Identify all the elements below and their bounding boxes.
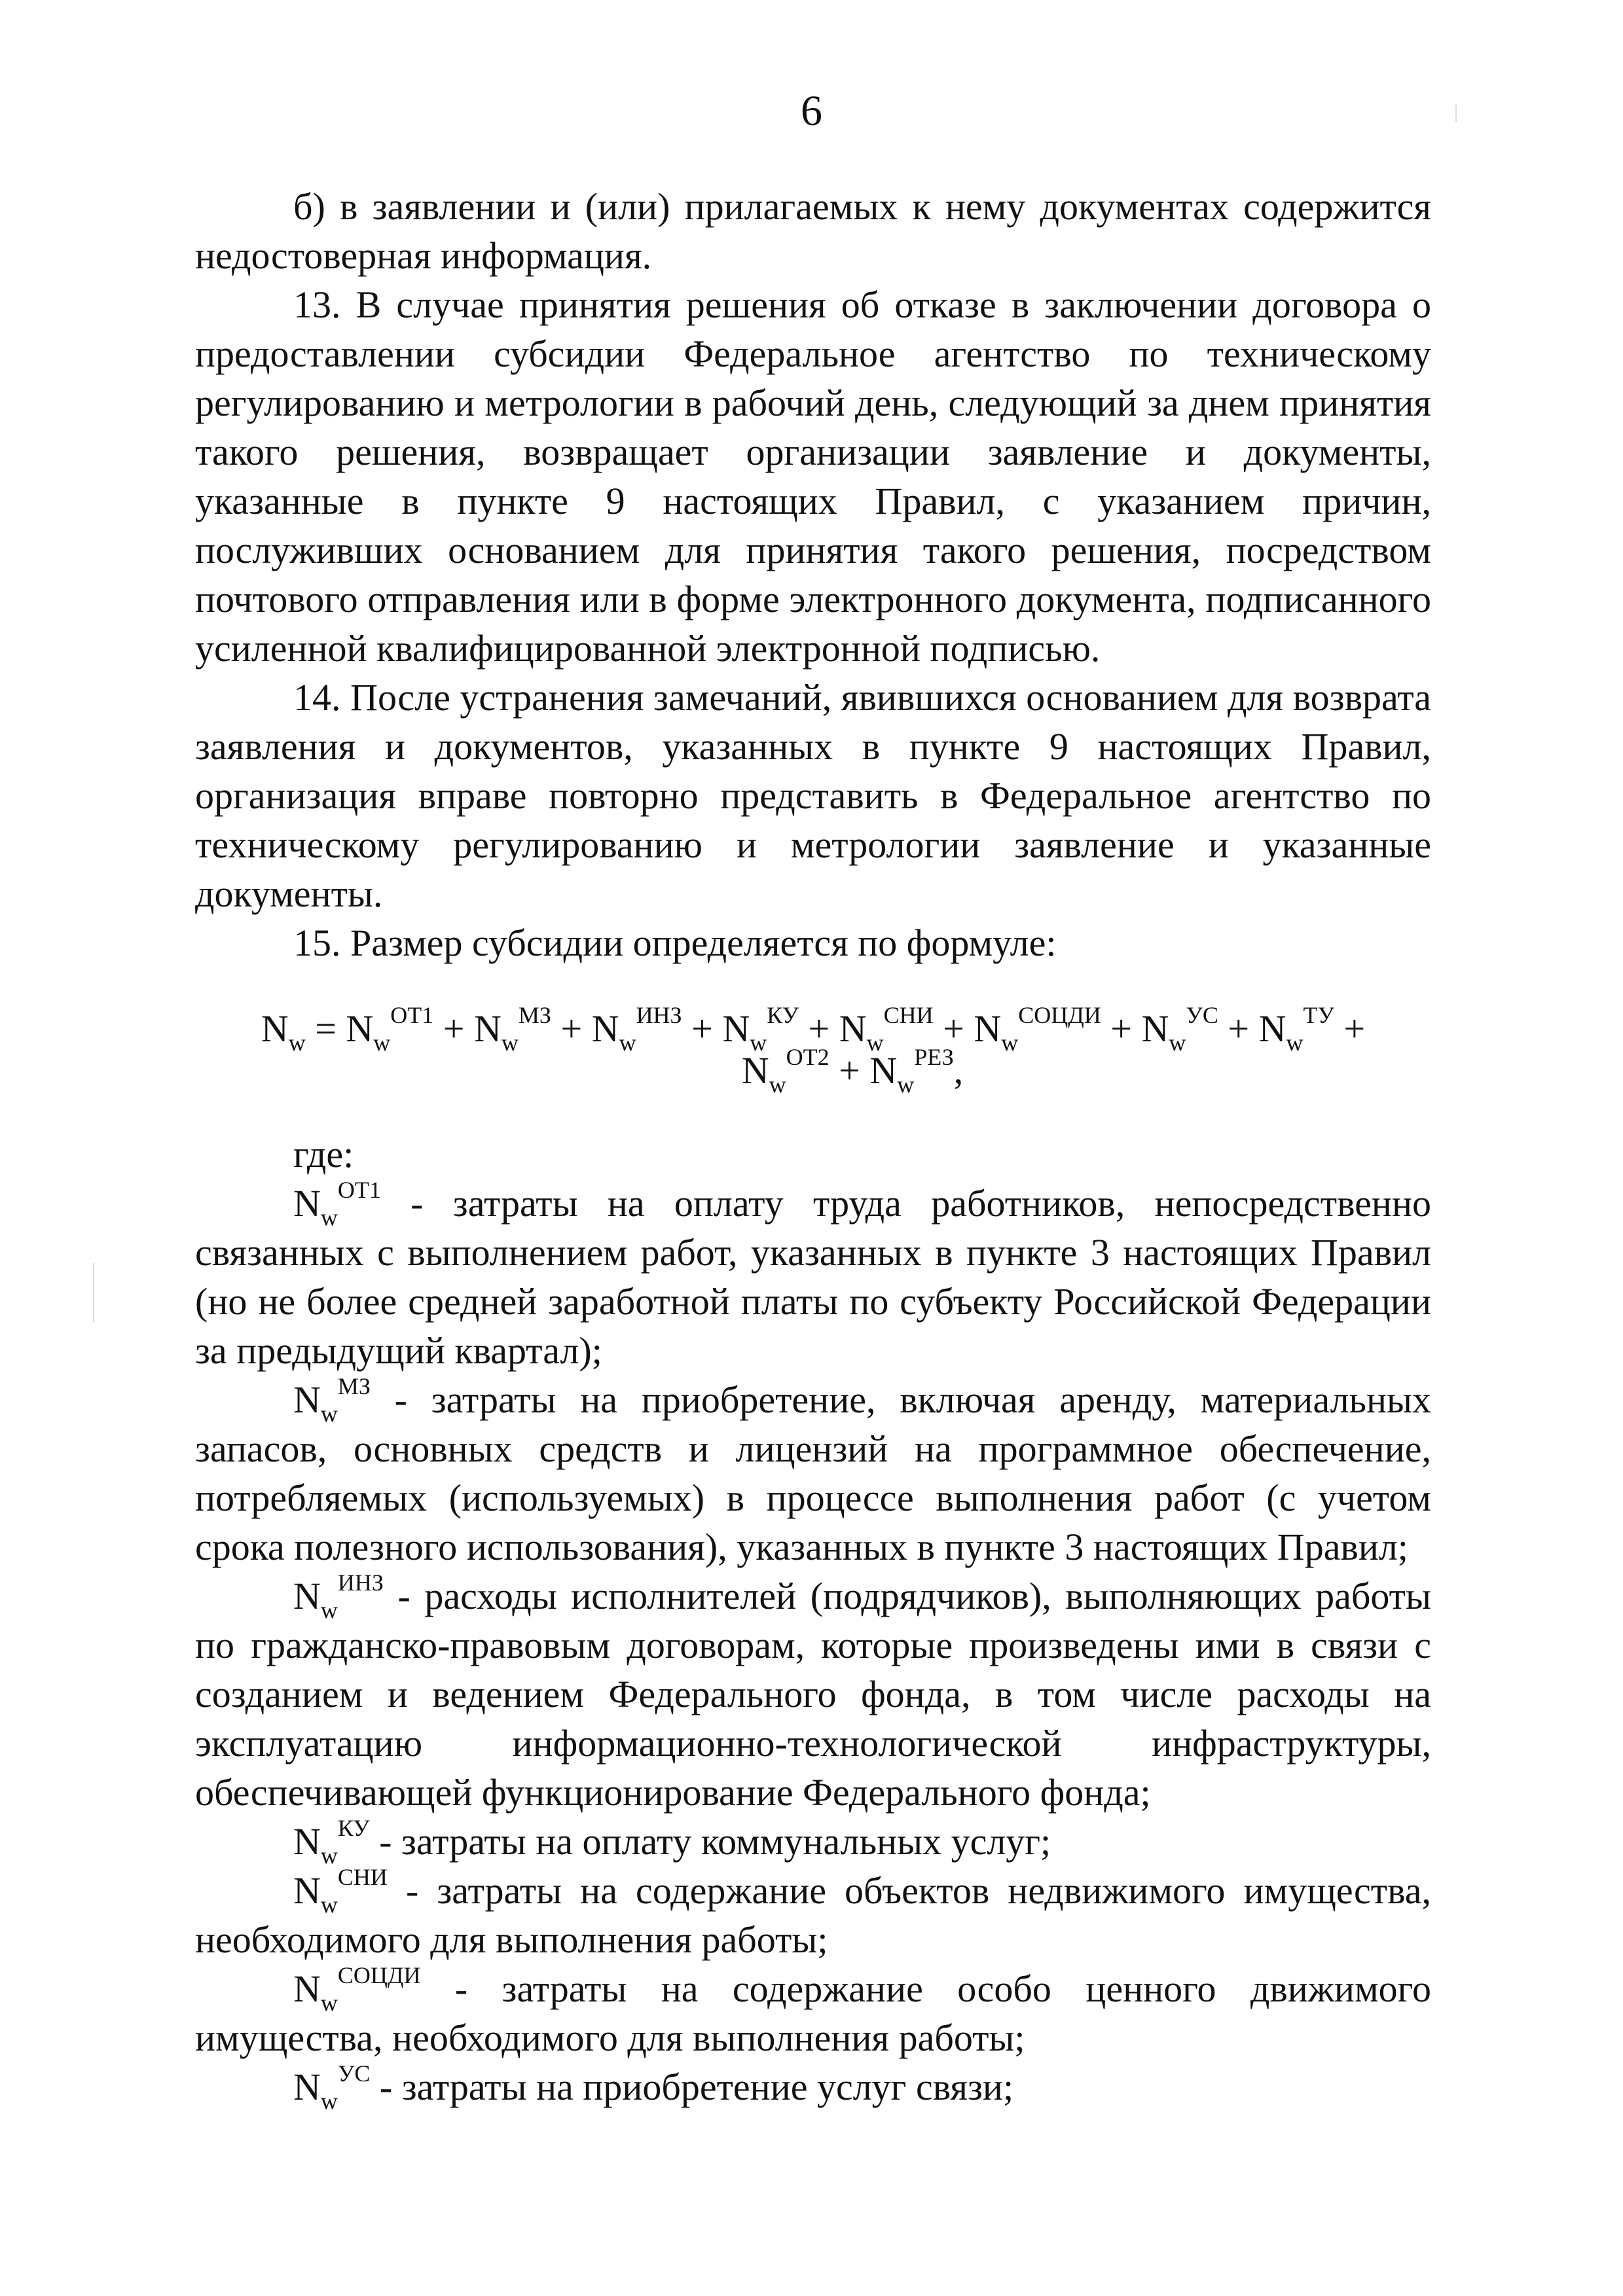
definition-symbol: $N_w^{СНИ}$	[293, 1864, 388, 1918]
definition-symbol: $N_w^{УС}$	[293, 2060, 371, 2114]
subsidy-formula	[195, 1002, 1431, 1098]
formula-plus: +	[808, 1007, 830, 1050]
formula-plus: +	[443, 1007, 465, 1050]
definition-item	[195, 1179, 1431, 1375]
formula-plus: +	[943, 1007, 964, 1050]
formula-term-line1-6: $N_w^{УС}$	[1141, 1002, 1218, 1056]
paragraph-14: 14. После устранения замечаний, явившихся основанием для возврата заявления и документов, указанных в пункте 9 настоящих Правил, организация вправе повторно представить в Федеральное агентство по техническому регулированию и метрологии заявление и указанные документы.	[195, 676, 1431, 915]
definition-symbol: $N_w^{ОТ1}$	[293, 1177, 381, 1230]
definition-item	[195, 1571, 1431, 1817]
formula-lhs: $N_w$	[261, 1007, 306, 1056]
formula-term-line1-7: $N_w^{ТУ}$	[1258, 1002, 1334, 1056]
formula-term-line2-0: $N_w^{ОТ2}$	[741, 1044, 830, 1098]
definition-item	[195, 1964, 1431, 2062]
formula-term-line1-5: $N_w^{СОЦДИ}$	[974, 1002, 1101, 1056]
formula-plus: +	[691, 1007, 713, 1050]
document-body	[195, 182, 1431, 2114]
definition-text: - расходы исполнителей (подрядчиков), выполняющих работы по гражданско-правовым договорам, которые произведены ими в связи с созданием и ведением Федерального фонда, в том числе расходы на эксплуатацию информационно-технологической инфраструктуры, обеспечивающей функционирование Федерального фонда;	[195, 1575, 1431, 1814]
formula-plus: +	[1228, 1007, 1250, 1050]
definition-symbol: $N_w^{СОЦДИ}$	[293, 1962, 421, 2016]
formula-plus-trailing: +	[1343, 1007, 1366, 1050]
paragraph-b: б) в заявлении и (или) прилагаемых к нему документах содержится недостоверная информация.	[195, 185, 1431, 277]
formula-end: ,	[953, 1049, 964, 1092]
definition-text: - затраты на оплату коммунальных услуг;	[369, 1820, 1051, 1863]
definition-item	[195, 1815, 1431, 1869]
formula-plus: +	[1110, 1007, 1132, 1050]
definition-item	[195, 1375, 1431, 1571]
definition-symbol: $N_w^{МЗ}$	[293, 1373, 371, 1427]
paragraph-13: 13. В случае принятия решения об отказе в заключении договора о предоставлении субсидии Федеральное агентство по техническому регулированию и метрологии в рабочий день, следующий за днем принятия такого решения, возвращает организации заявление и документы, указанные в пункте 9 настоящих Правил, с указанием причин, послуживших основанием для принятия такого решения, посредством почтового отправления или в форме электронного документа, подписанного усиленной квалифицированной электронной подписью.	[195, 283, 1431, 670]
where-label: где:	[293, 1133, 354, 1175]
paragraph-15: 15. Размер субсидии определяется по формуле:	[293, 922, 1057, 964]
definition-symbol: $N_w^{КУ}$	[293, 1815, 370, 1869]
definitions-list	[195, 1177, 1431, 2114]
scan-artifact-left	[93, 1263, 94, 1322]
definition-text: - затраты на содержание объектов недвижимого имущества, необходимого для выполнения работы;	[195, 1869, 1431, 1961]
formula-plus: +	[560, 1007, 583, 1050]
page-number: 6	[801, 87, 822, 135]
formula-term-line1-2: $N_w^{ИНЗ}$	[591, 1002, 682, 1056]
formula-term-line1-1: $N_w^{МЗ}$	[474, 1002, 551, 1056]
definition-text: - затраты на приобретение услуг связи;	[370, 2066, 1014, 2108]
definition-item	[195, 1866, 1431, 1964]
formula-plus: +	[839, 1049, 860, 1092]
definition-text: - затраты на оплату труда работников, непосредственно связанных с выполнением работ, указанных в пункте 3 настоящих Правил (но не более средней заработной платы по субъекту Российской Федерации за предыдущий квартал);	[195, 1182, 1431, 1372]
formula-term-line2-1: $N_w^{РЕЗ}$	[869, 1044, 954, 1098]
formula-term-line1-4: $N_w^{СНИ}$	[839, 1002, 934, 1056]
formula-term-line1-0: $N_w^{ОТ1}$	[346, 1002, 434, 1056]
formula-equals: =	[315, 1007, 337, 1050]
definition-text: - затраты на содержание особо ценного движимого имущества, необходимого для выполнения работы;	[195, 1967, 1431, 2059]
definition-item	[195, 2060, 1431, 2114]
definition-text: - затраты на приобретение, включая аренду, материальных запасов, основных средств и лицензий на программное обеспечение, потребляемых (используемых) в процессе выполнения работ (с учетом срока полезного использования), указанных в пункте 3 настоящих Правил;	[195, 1378, 1431, 1568]
definition-symbol: $N_w^{ИНЗ}$	[293, 1570, 384, 1623]
formula-line-2	[195, 1044, 1431, 1098]
formula-term-line1-3: $N_w^{КУ}$	[722, 1002, 799, 1056]
